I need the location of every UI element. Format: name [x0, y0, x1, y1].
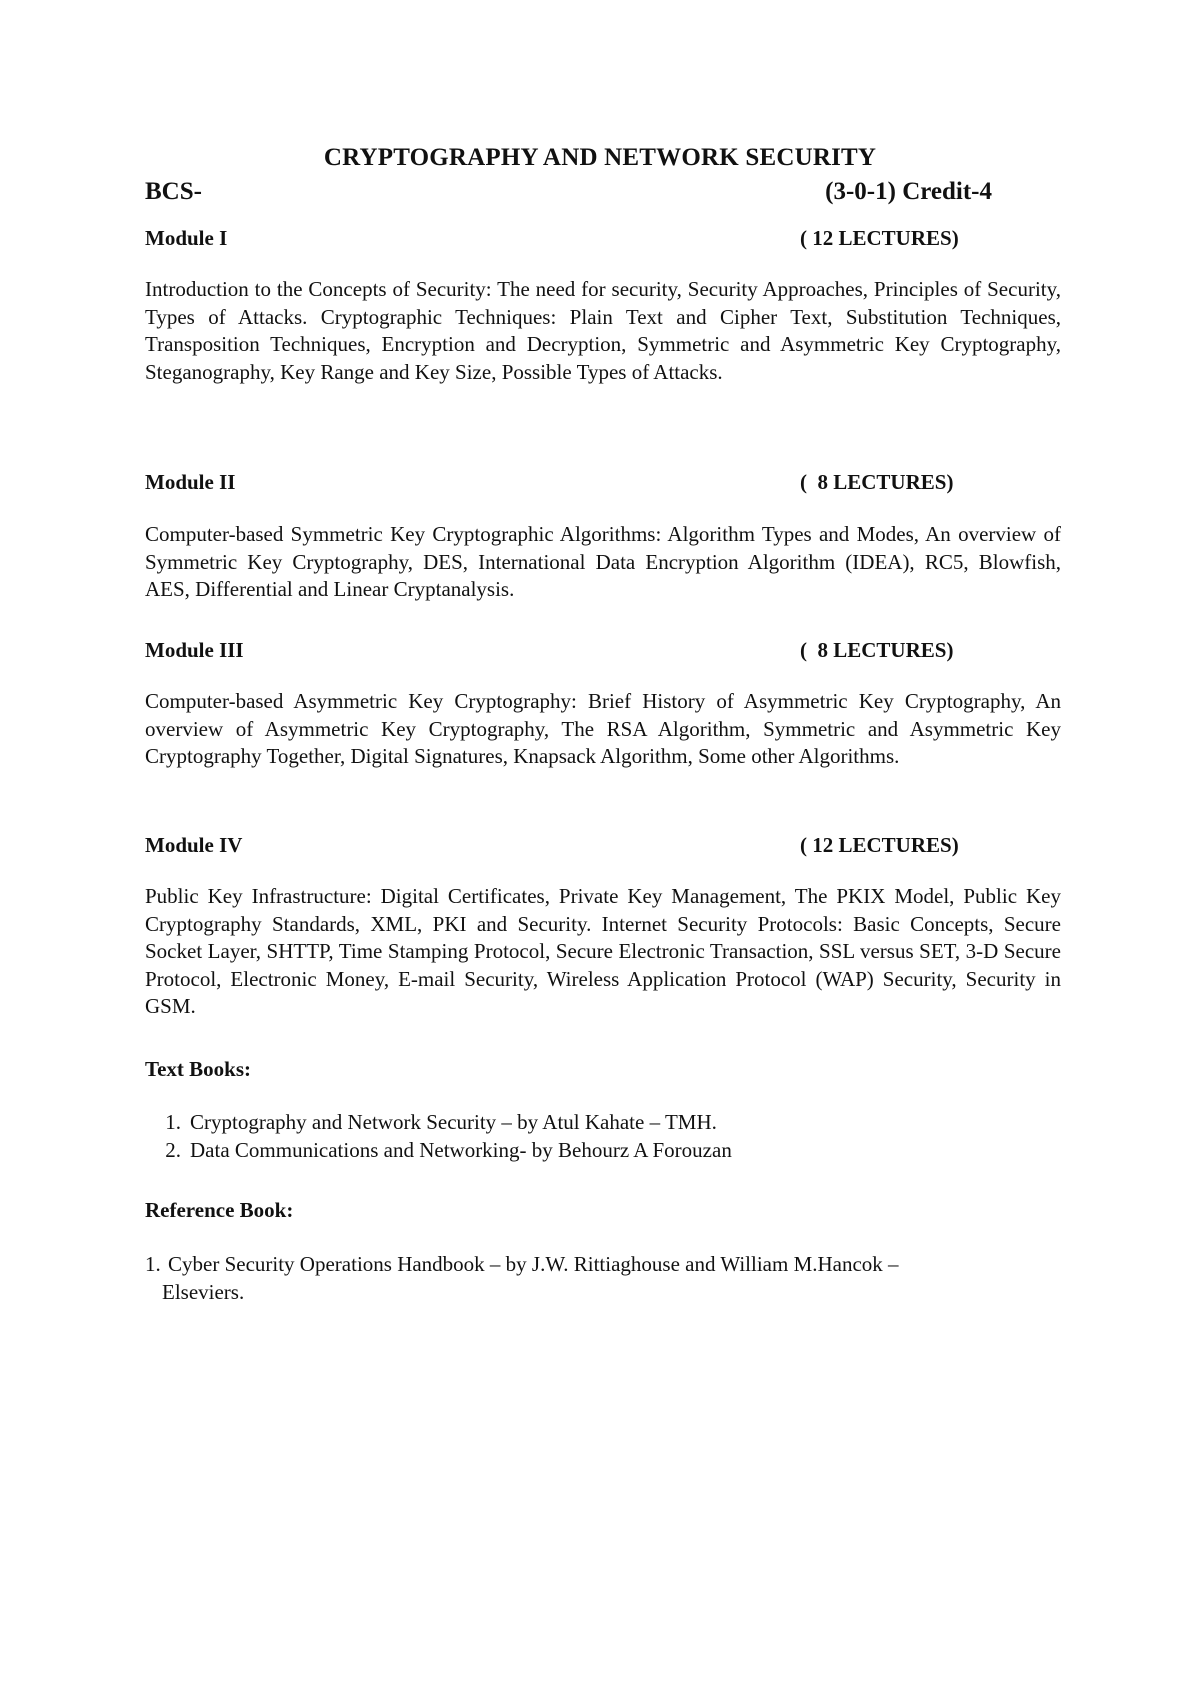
module-2-content: Computer-based Symmetric Key Cryptographic Algorithms: Algorithm Types and Modes, An overview of Symmetric Key Cryptography, DES, International Data Encryption Algorithm (IDEA), RC5, Blowfish, AES, Differential and Linear Cryptanalysis. [145, 522, 1061, 601]
module-lectures: ( 8 LECTURES) [800, 470, 954, 494]
list-item [145, 1137, 732, 1165]
book-title: Cryptography and Network Security – by Atul Kahate – TMH. [190, 1110, 717, 1134]
reference-book-heading: Reference Book: [145, 1198, 294, 1222]
module-name: Module III [145, 638, 244, 662]
list-number: 1. [165, 1110, 181, 1134]
module-1-content: Introduction to the Concepts of Security: The need for security, Security Approaches, Principles of Security, Types of Attacks. Cryptographic Techniques: Plain Text and Cipher Text, Substitution Techniques, Transposition Techniques, Encryption and Decryption, Symmetric and Asymmetric Key Cryptography, Steganography, Key Range and Key Size, Possible Types of Attacks. [145, 277, 1061, 384]
module-3-heading [145, 638, 985, 663]
page-title: CRYPTOGRAPHY AND NETWORK SECURITY [323, 144, 877, 171]
module-name: Module II [145, 470, 236, 494]
module-name: Module IV [145, 833, 243, 857]
module-4-heading [145, 833, 985, 858]
list-number: 2. [165, 1137, 181, 1162]
module-lectures: ( 12 LECTURES) [800, 833, 959, 857]
book-title: Cyber Security Operations Handbook – by J.W. Rittiaghouse and William M.Hancok – Elseviers. [162, 1252, 899, 1304]
course-info-line [145, 178, 992, 206]
list-item [145, 1109, 732, 1137]
course-code: BCS- [145, 178, 202, 205]
text-books-list [145, 1109, 732, 1164]
module-2-heading [145, 470, 985, 495]
text-books-heading: Text Books: [145, 1057, 251, 1081]
module-1-heading [145, 226, 985, 251]
list-number: 1. [145, 1252, 161, 1276]
reference-book-list [145, 1251, 905, 1306]
module-name: Module I [145, 226, 228, 250]
module-3-content: Computer-based Asymmetric Key Cryptography: Brief History of Asymmetric Key Cryptography, An overview of Asymmetric Key Cryptography, The RSA Algorithm, Symmetric and Asymmetric Key Cryptography Together, Digital Signatures, Knapsack Algorithm, Some other Algorithms. [145, 689, 1061, 768]
module-4-content: Public Key Infrastructure: Digital Certificates, Private Key Management, The PKIX Model, Public Key Cryptography Standards, XML, PKI and Security. Internet Security Protocols: Basic Concepts, Secure Socket Layer, SHTTP, Time Stamping Protocol, Secure Electronic Transaction, SSL versus SET, 3-D Secure Protocol, Electronic Money, E-mail Security, Wireless Application Protocol (WAP) Security, Security in GSM. [145, 884, 1061, 1018]
list-item [145, 1251, 905, 1306]
book-title: Data Communications and Networking- by Behourz A Forouzan [190, 1137, 732, 1162]
module-lectures: ( 12 LECTURES) [800, 226, 959, 250]
course-credits: (3-0-1) Credit-4 [825, 178, 992, 205]
module-lectures: ( 8 LECTURES) [800, 638, 954, 662]
